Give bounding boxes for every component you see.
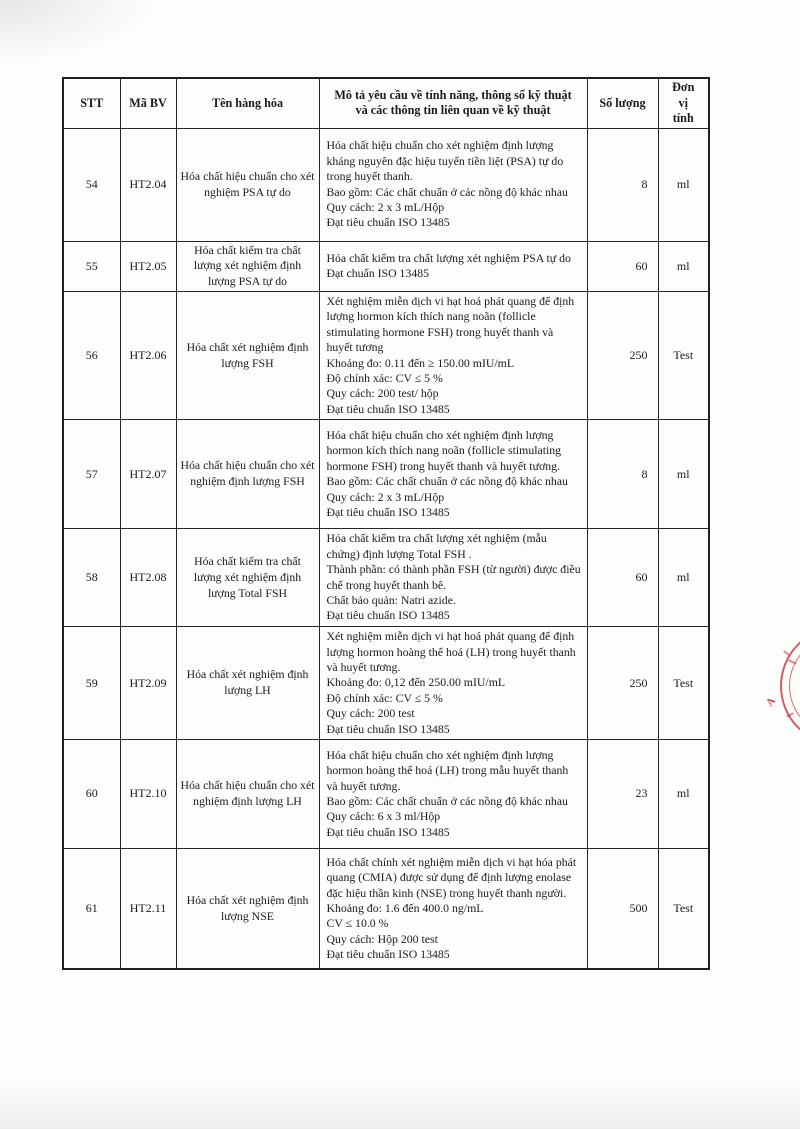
cell-don-vi: ml [658, 739, 709, 848]
cell-mo-ta [319, 848, 587, 969]
cell-ten-hang-hoa: Hóa chất kiểm tra chất lượng xét nghiệm định lượng Total FSH [176, 529, 319, 627]
description-line: Độ chính xác: CV ≤ 5 % [326, 370, 443, 385]
table-row [63, 529, 709, 627]
cell-ma-bv: HT2.04 [120, 128, 176, 241]
cell-mo-ta [319, 420, 587, 529]
cell-ten-hang-hoa: Hóa chất xét nghiệm định lượng FSH [176, 291, 319, 419]
cell-mo-ta [319, 241, 587, 291]
description-line: Đạt chuẩn ISO 13485 [326, 266, 430, 281]
cell-so-luong: 500 [587, 848, 658, 969]
description-line: Đạt tiêu chuẩn ISO 13485 [326, 608, 450, 623]
red-stamp-mark [788, 659, 797, 664]
description-line: Độ chính xác: CV ≤ 5 % [326, 690, 443, 705]
description-line: Khoảng đo: 1.6 đến 400.0 ng/mL [326, 901, 484, 916]
scan-shading-bottom [0, 1083, 800, 1129]
description-line: Đạt tiêu chuẩn ISO 13485 [326, 947, 450, 962]
cell-mo-ta [319, 529, 587, 627]
description-line: Hóa chất chính xét nghiệm miễn dịch vi hạt hóa phát quang (CMIA) được sử dụng để định lượng enolase đặc hiệu thần kinh (NSE) trong huyết thanh người. [326, 854, 577, 900]
description-line: Xét nghiệm miễn dịch vi hạt hoá phát quang để định lượng hormon hoàng thể hoá (LH) trong huyết thanh và huyết tương. [326, 629, 576, 674]
items-table [62, 77, 710, 970]
cell-so-luong: 250 [587, 627, 658, 740]
cell-ma-bv: HT2.10 [120, 739, 176, 848]
cell-ten-hang-hoa: Hóa chất kiểm tra chất lượng xét nghiệm định lượng PSA tự do [176, 241, 319, 291]
description-line: Đạt tiêu chuẩn ISO 13485 [326, 215, 450, 230]
cell-so-luong: 8 [587, 420, 658, 529]
description-line: Quy cách: 200 test [326, 706, 415, 721]
cell-mo-ta [319, 739, 587, 848]
cell-don-vi: ml [658, 420, 709, 529]
cell-don-vi: Test [658, 627, 709, 740]
description-line: Quy cách: 2 x 3 mL/Hộp [326, 489, 445, 504]
red-stamp-outer-ring-icon [780, 626, 800, 746]
cell-so-luong: 60 [587, 529, 658, 627]
description-line: CV ≤ 10.0 % [326, 916, 389, 931]
description-line: Hóa chất hiệu chuẩn cho xét nghiệm định lượng hormon kích thích nang noãn (follicle stimulating hormone FSH) trong huyết thanh và huyết tương. [326, 427, 562, 473]
cell-stt: 56 [63, 291, 120, 419]
description-line: Hóa chất kiểm tra chất lượng xét nghiệm PSA tự do [326, 250, 571, 265]
cell-don-vi: ml [658, 128, 709, 241]
description-line: Khoảng đo: 0,12 đến 250.00 mIU/mL [326, 675, 506, 690]
red-stamp-mark [783, 650, 789, 656]
cell-don-vi: ml [658, 529, 709, 627]
cell-stt: 59 [63, 627, 120, 740]
description-line: Quy cách: 200 test/ hộp [326, 386, 439, 401]
red-stamp-inner-ring-icon [789, 635, 800, 737]
cell-don-vi: ml [658, 241, 709, 291]
cell-don-vi: Test [658, 848, 709, 969]
cell-stt: 55 [63, 241, 120, 291]
description-line: Hóa chất hiệu chuẩn cho xét nghiệm định lượng kháng nguyên đặc hiệu tuyến tiền liệt (PSA) tự do trong huyết thanh. [326, 138, 564, 184]
cell-ten-hang-hoa: Hóa chất hiệu chuẩn cho xét nghiệm định lượng FSH [176, 420, 319, 529]
cell-stt: 61 [63, 848, 120, 969]
table-row [63, 739, 709, 848]
description-line: Đạt tiêu chuẩn ISO 13485 [326, 401, 450, 416]
column-header-ma-bv: Mã BV [120, 78, 176, 128]
cell-stt: 54 [63, 128, 120, 241]
cell-ten-hang-hoa: Hóa chất hiệu chuẩn cho xét nghiệm PSA tự do [176, 128, 319, 241]
cell-so-luong: 60 [587, 241, 658, 291]
table-row [63, 291, 709, 419]
description-line: Xét nghiệm miễn dịch vi hạt hoá phát quang để định lượng hormon kích thích nang noãn (follicle stimulating hormone FSH) trong huyết thanh và huyết tương [326, 293, 575, 355]
cell-ten-hang-hoa: Hóa chất hiệu chuẩn cho xét nghiệm định lượng LH [176, 739, 319, 848]
table-row [63, 128, 709, 241]
cell-so-luong: 250 [587, 291, 658, 419]
cell-mo-ta [319, 627, 587, 740]
cell-ma-bv: HT2.07 [120, 420, 176, 529]
cell-stt: 57 [63, 420, 120, 529]
description-line: Quy cách: 2 x 3 mL/Hộp [326, 199, 445, 214]
cell-stt: 58 [63, 529, 120, 627]
column-header-stt: STT [63, 78, 120, 128]
cell-mo-ta [319, 128, 587, 241]
table-header [63, 78, 709, 128]
cell-so-luong: 23 [587, 739, 658, 848]
cell-stt: 60 [63, 739, 120, 848]
description-line: Đạt tiêu chuẩn ISO 13485 [326, 504, 450, 519]
description-line: Hóa chất hiệu chuẩn cho xét nghiệm định lượng hormon hoàng thể hoá (LH) trong mẫu huyết thanh và huyết tương. [326, 747, 569, 793]
column-header-mo-ta: Mô tả yêu cầu về tính năng, thông số kỹ thuật và các thông tin liên quan về kỹ thuật [319, 78, 587, 128]
header-row [63, 78, 709, 128]
description-line: Quy cách: Hộp 200 test [326, 931, 438, 946]
description-line: Hóa chất kiểm tra chất lượng xét nghiệm (mẫu chứng) định lượng Total FSH . [326, 531, 547, 561]
description-line: Quy cách: 6 x 3 ml/Hộp [326, 809, 441, 824]
red-stamp-letter: A [763, 695, 779, 709]
cell-ma-bv: HT2.05 [120, 241, 176, 291]
cell-don-vi: Test [658, 291, 709, 419]
cell-ma-bv: HT2.08 [120, 529, 176, 627]
table-row [63, 627, 709, 740]
cell-ma-bv: HT2.09 [120, 627, 176, 740]
cell-mo-ta [319, 291, 587, 419]
scan-shading-top [0, 0, 800, 70]
table-row [63, 848, 709, 969]
cell-so-luong: 8 [587, 128, 658, 241]
table-row [63, 420, 709, 529]
description-line: Bao gồm: Các chất chuẩn ở các nồng độ khác nhau [326, 793, 568, 808]
cell-ten-hang-hoa: Hóa chất xét nghiệm định lượng LH [176, 627, 319, 740]
description-line: Chất bảo quản: Natri azide. [326, 593, 456, 608]
red-stamp-mark [786, 712, 794, 717]
description-line: Đạt tiêu chuẩn ISO 13485 [326, 824, 450, 839]
table-row [63, 241, 709, 291]
description-line: Bao gồm: Các chất chuẩn ở các nồng độ khác nhau [326, 474, 568, 489]
cell-ma-bv: HT2.11 [120, 848, 176, 969]
cell-ma-bv: HT2.06 [120, 291, 176, 419]
description-line: Đạt tiêu chuẩn ISO 13485 [326, 721, 450, 736]
column-header-so-luong: Số lượng [587, 78, 658, 128]
column-header-ten: Tên hàng hóa [176, 78, 319, 128]
description-line: Khoảng đo: 0.11 đến ≥ 150.00 mIU/mL [326, 355, 515, 370]
description-line: Bao gồm: Các chất chuẩn ở các nồng độ khác nhau [326, 184, 568, 199]
description-line: Thành phần: có thành phần FSH (từ người) được điều chế trong huyết thanh bê. [326, 562, 581, 592]
cell-ten-hang-hoa: Hóa chất xét nghiệm định lượng NSE [176, 848, 319, 969]
column-header-don-vi: Đơn vị tính [658, 78, 709, 128]
